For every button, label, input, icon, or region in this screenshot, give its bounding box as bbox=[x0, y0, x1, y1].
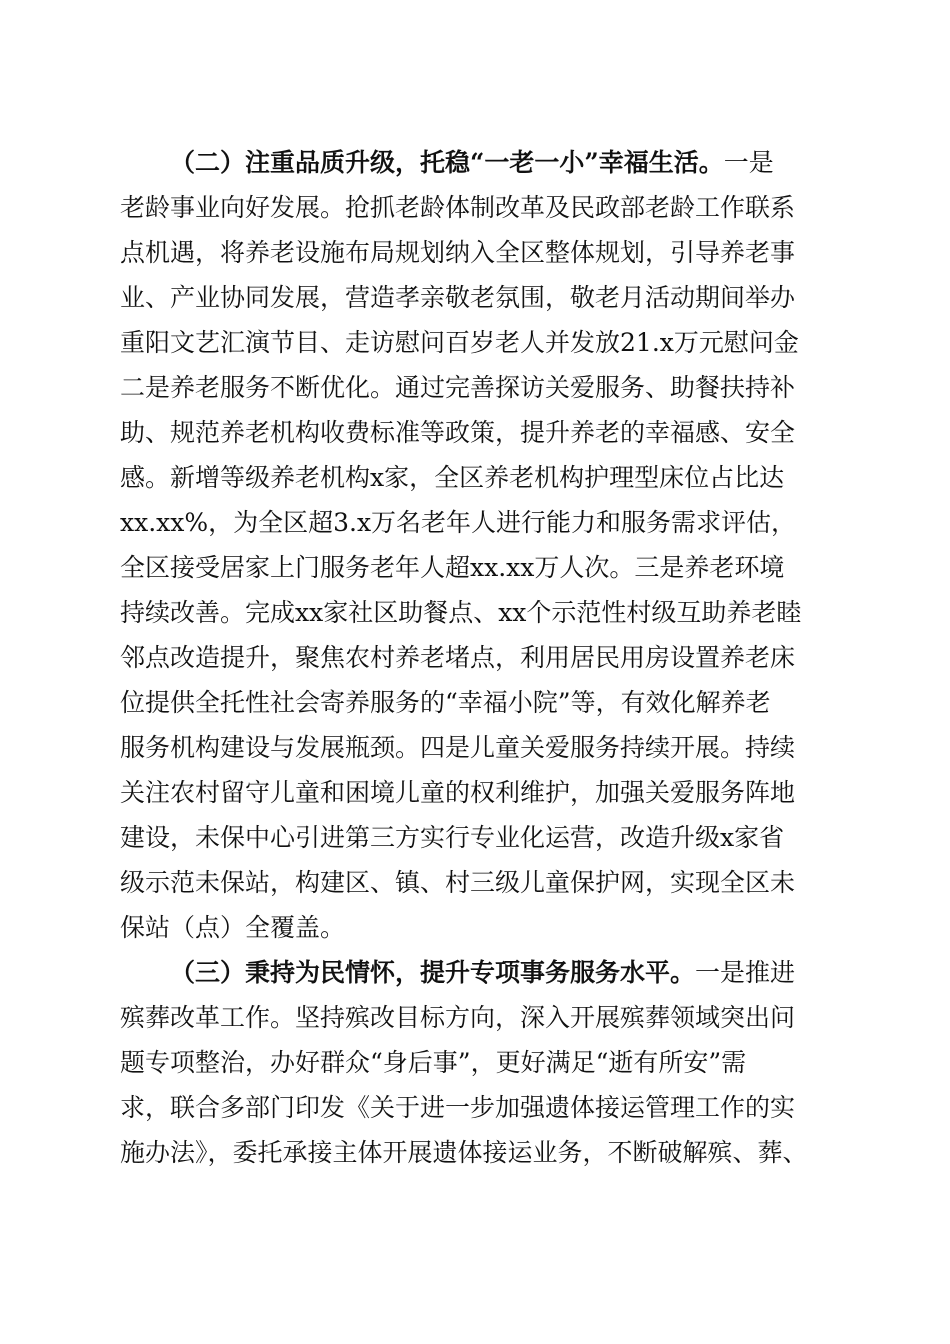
paragraph-2-line-10: 全区接受居家上门服务老年人超xx.xx万人次。三是养老环境 bbox=[120, 553, 785, 582]
paragraph-2-line-5: 重阳文艺汇演节目、走访慰问百岁老人并发放21.x万元慰问金 bbox=[120, 328, 799, 357]
paragraph-3-line-5: 施办法》，委托承接主体开展遗体接运业务，不断破解殡、葬、 bbox=[120, 1138, 808, 1167]
paragraph-2-line-1-text: 一是 bbox=[723, 148, 774, 177]
paragraph-2-line-3: 点机遇，将养老设施布局规划纳入全区整体规划，引导养老事 bbox=[120, 238, 796, 267]
paragraph-2-line-12: 邻点改造提升，聚焦农村养老堵点，利用居民用房设置养老床 bbox=[120, 643, 796, 672]
paragraph-3-heading: （三）秉持为民情怀，提升专项事务服务水平。 bbox=[170, 958, 696, 987]
paragraph-2-line-8: 感。新增等级养老机构x家，全区养老机构护理型床位占比达 bbox=[120, 463, 785, 492]
paragraph-2-line-15: 关注农村留守儿童和困境儿童的权利维护，加强关爱服务阵地 bbox=[120, 778, 796, 807]
paragraph-2-line-13: 位提供全托性社会寄养服务的“幸福小院”等，有效化解养老 bbox=[120, 688, 771, 717]
paragraph-2-line-18: 保站（点）全覆盖。 bbox=[120, 913, 346, 942]
paragraph-3-line-3: 题专项整治，办好群众“身后事”，更好满足“逝有所安”需 bbox=[120, 1048, 747, 1077]
paragraph-2-line-11: 持续改善。完成xx家社区助餐点、xx个示范性村级互助养老睦 bbox=[120, 598, 802, 627]
paragraph-2-line-17: 级示范未保站，构建区、镇、村三级儿童保护网，实现全区未 bbox=[120, 868, 796, 897]
paragraph-3-line-1-text: 一是推进 bbox=[695, 958, 796, 987]
paragraph-2-line-2: 老龄事业向好发展。抢抓老龄体制改革及民政部老龄工作联系 bbox=[120, 193, 796, 222]
paragraph-3-line-4: 求，联合多部门印发《关于进一步加强遗体接运管理工作的实 bbox=[120, 1093, 796, 1122]
paragraph-2-line-9: xx.xx%，为全区超3.x万名老年人进行能力和服务需求评估， bbox=[120, 508, 797, 537]
paragraph-2-line-6: 二是养老服务不断优化。通过完善探访关爱服务、助餐扶持补 bbox=[120, 373, 796, 402]
paragraph-2-line-7: 助、规范养老机构收费标准等政策，提升养老的幸福感、安全 bbox=[120, 418, 796, 447]
paragraph-2-heading: （二）注重品质升级，托稳“一老一小”幸福生活。 bbox=[170, 148, 724, 177]
paragraph-2-line-4: 业、产业协同发展，营造孝亲敬老氛围，敬老月活动期间举办 bbox=[120, 283, 796, 312]
paragraph-2-line-16: 建设，未保中心引进第三方实行专业化运营，改造升级x家省 bbox=[120, 823, 785, 852]
paragraph-2-line-14: 服务机构建设与发展瓶颈。四是儿童关爱服务持续开展。持续 bbox=[120, 733, 796, 762]
paragraph-2-line-1 bbox=[170, 143, 840, 183]
paragraph-3-line-1 bbox=[170, 953, 840, 993]
paragraph-3-line-2: 殡葬改革工作。坚持殡改目标方向，深入开展殡葬领域突出问 bbox=[120, 1003, 796, 1032]
